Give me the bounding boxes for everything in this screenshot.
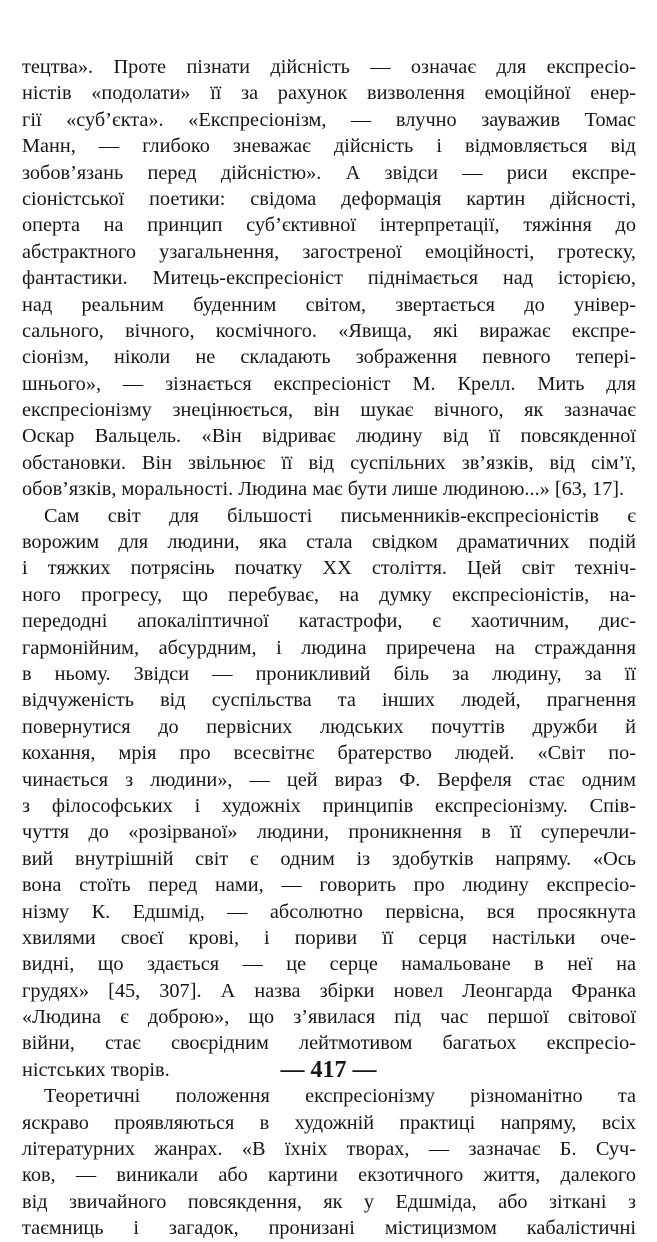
- text-line: абстрактного узагальнення, загостреної емоційності, гротеску,: [22, 240, 636, 263]
- text-line: передодні апокаліптичної катастрофи, є хаотичним, дис-: [22, 610, 636, 633]
- text-line: Манн, — глибоко зневажає дійсність і відмовляється від: [22, 135, 636, 158]
- page-number: — 417 —: [280, 1057, 377, 1083]
- text-line: фантастики. Митець-експресіоніст піднімається над історією,: [22, 267, 636, 290]
- text-line: оперта на принцип суб’єктивної інтерпретації, тяжіння до: [22, 214, 636, 237]
- text-line: видні, що здається — це серце намальоване в неї на: [22, 953, 636, 976]
- text-line: ворожим для людини, яка стала свідком драматичних подій: [22, 531, 636, 554]
- paragraph: [22, 503, 636, 1084]
- text-line: яскраво проявляються в художній практиці напряму, всіх: [22, 1111, 636, 1134]
- text-line: від звичайного повсякдення, як у Едшміда, або зіткані з: [22, 1190, 636, 1213]
- text-line: вона стоїть перед нами, — говорить про людину експресіо-: [22, 874, 636, 897]
- text-line: Сам світ для більшості письменників-експресіоністів є: [44, 504, 636, 527]
- text-line: відчуженість від суспільства та інших людей, прагнення: [22, 689, 636, 712]
- text-line: літературних жанрах. «В їхніх творах, — зазначає Б. Суч-: [22, 1138, 636, 1161]
- text-line: Оскар Вальцель. «Він відриває людину від її повсякденної: [22, 425, 636, 448]
- text-line: над реальним буденним світом, звертається до універ-: [22, 293, 636, 316]
- text-line: грудях» [45, 307]. А назва збірки новел Леонгарда Франка: [22, 979, 636, 1002]
- text-line: вий внутрішній світ є одним із здобутків напряму. «Ось: [22, 847, 636, 870]
- text-line: в ньому. Звідси — проникливий біль за людину, за її: [22, 662, 636, 685]
- text-line: гії «суб’єкта». «Експресіонізм, — влучно зауважив Томас: [22, 108, 636, 131]
- text-line: сального, вічного, космічного. «Явища, які виражає експре-: [22, 319, 636, 342]
- text-line: повернутися до первісних людських почуттів дружби й: [22, 715, 636, 738]
- text-line: експресіонізму знецінюється, він шукає вічного, як зазначає: [22, 399, 636, 422]
- text-line: обов’язків, моральності. Людина має бути лише людиною...» [63, 17].: [22, 478, 625, 501]
- text-line: сіоністської поетики: свідома деформація картин дійсності,: [22, 187, 636, 210]
- text-line: шнього», — зізнається експресіоніст М. Крелл. Мить для: [22, 372, 636, 395]
- text-line: ного прогресу, що перебуває, на думку експресіоністів, на-: [22, 583, 636, 606]
- text-line: тецтва». Проте пізнати дійсність — означає для експресіо-: [22, 56, 636, 78]
- text-line: чинається з людини», — цей вираз Ф. Верфеля стає одним: [22, 768, 636, 791]
- text-line: зобов’язань перед дійсністю». А звідси — риси експре-: [22, 161, 636, 184]
- text-line: таємниць і загадок, пронизані містицизмом кабалістичні: [22, 1217, 636, 1240]
- text-line: і тяжких потрясінь початку XX століття. Цей світ техніч-: [22, 557, 636, 580]
- text-line: «Людина є доброю», що з’явилася під час першої світової: [22, 1006, 636, 1029]
- paragraph: [22, 54, 636, 503]
- text-line: з філософських і художніх принципів експресіонізму. Спів-: [22, 794, 636, 817]
- text-line: війни, стає своєрідним лейтмотивом багатьох експресіо-: [22, 1032, 636, 1055]
- text-line: обстановки. Він звільнює її від суспільних зв’язків, від сім’ї,: [22, 451, 636, 474]
- text-line: гармонійним, абсурдним, і людина приречена на страждання: [22, 636, 636, 659]
- text-line: чуття до «розірваної» людини, проникнення в її суперечли-: [22, 821, 636, 844]
- text-line: нізму К. Едшмід, — абсолютно первісна, вся просякнута: [22, 900, 636, 923]
- text-line: хвилями своєї крові, і пориви її серця настільки оче-: [22, 926, 636, 949]
- text-line: сіонізм, ніколи не складають зображення певного тепері-: [22, 346, 636, 369]
- text-line: кохання, мрія про всесвітнє братерство людей. «Світ по-: [22, 742, 636, 765]
- text-line: ков, — виникали або картини екзотичного життя, далекого: [22, 1164, 636, 1187]
- text-line: ністських творів.: [22, 1058, 170, 1081]
- text-line: ністів «подолати» її за рахунок визволення емоційної енер-: [22, 82, 636, 105]
- text-line: Теоретичні положення експресіонізму різноманітно та: [44, 1085, 636, 1108]
- paragraph: [22, 1083, 636, 1241]
